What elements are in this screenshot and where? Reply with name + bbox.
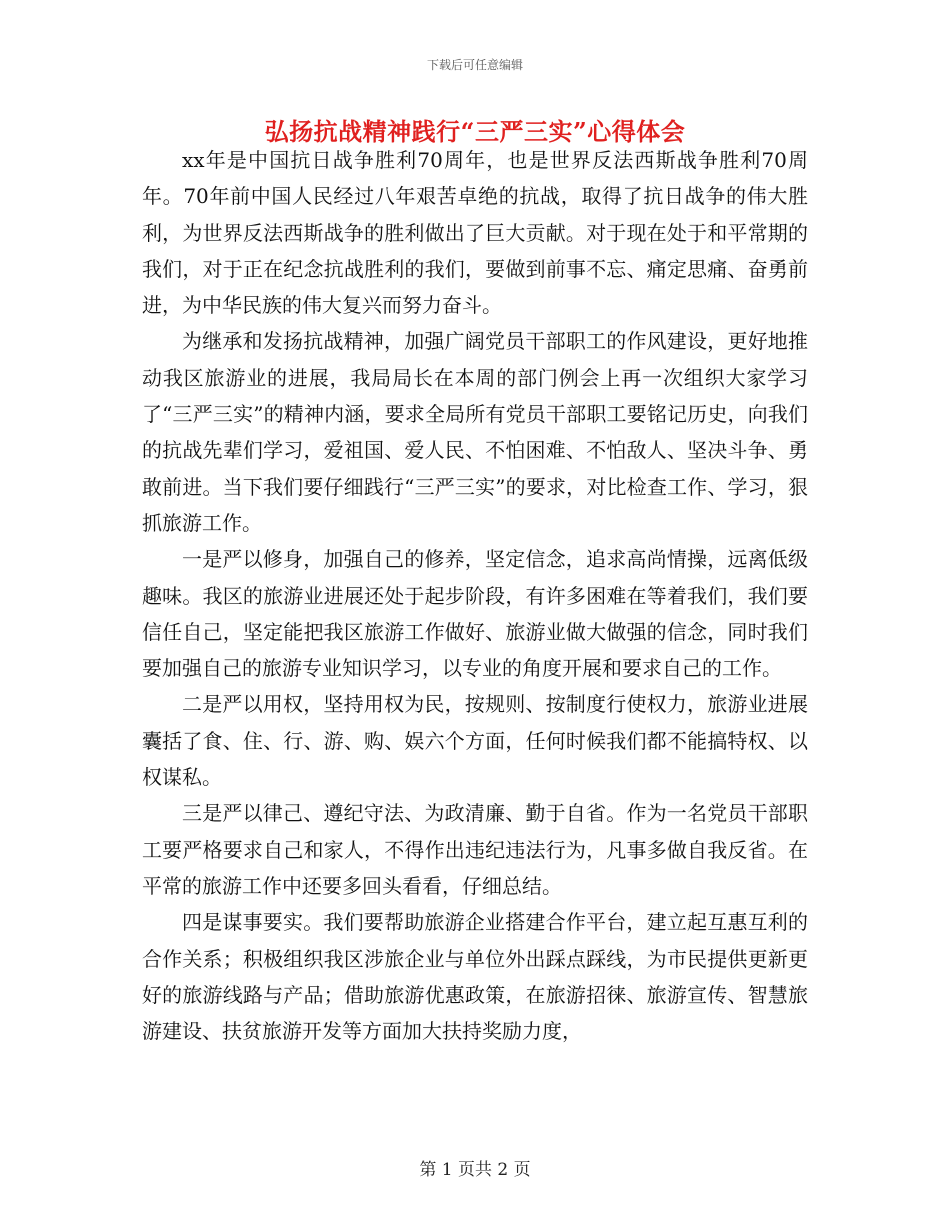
header-note: 下载后可任意编辑 [426,58,523,72]
paragraph-6: 四是谋事要实。我们要帮助旅游企业搭建合作平台，建立起互惠互利的合作关系；积极组织我区涉旅企业与单位外出踩点踩线，为市民提供更新更好的旅游线路与产品；借助旅游优惠政策，在旅游招徕、旅游宣传、智慧旅游建设、扶贫旅游开发等方面加大扶持奖励力度， [142,910,808,1044]
paragraph-4: 二是严以用权，坚持用权为民，按规则、按制度行使权力，旅游业进展囊括了食、住、行、游、购、娱六个方面，任何时候我们都不能搞特权、以权谋私。 [142,692,808,790]
paragraph-3: 一是严以修身，加强自己的修养，坚定信念，追求高尚情操，远离低级趣味。我区的旅游业进展还处于起步阶段，有许多困难在等着我们，我们要信任自己，坚定能把我区旅游工作做好、旅游业做大做强的信念，同时我们要加强自己的旅游专业知识学习，以专业的角度开展和要求自己的工作。 [142,547,808,681]
paragraph-5: 三是严以律己、遵纪守法、为政清廉、勤于自省。作为一名党员干部职工要严格要求自己和家人，不得作出违纪违法行为，凡事多做自我反省。在平常的旅游工作中还要多回头看看，仔细总结。 [142,801,808,898]
document-title: 弘扬抗战精神践行“三严三实”心得体会 [264,117,686,146]
paragraph-1: xx年是中国抗日战争胜利70周年，也是世界反法西斯战争胜利70周年。70年前中国人民经过八年艰苦卓绝的抗战，取得了抗日战争的伟大胜利，为世界反法西斯战争的胜利做出了巨大贡献。对于现在处于和平常期的我们，对于正在纪念抗战胜利的我们，要做到前事不忘、痛定思痛、奋勇前进，为中华民族的伟大复兴而努力奋斗。 [142,148,808,318]
document-body [142,142,808,1049]
page-number: 第 1 页共 2 页 [419,1160,531,1180]
paragraph-2: 为继承和发扬抗战精神，加强广阔党员干部职工的作风建设，更好地推动我区旅游业的进展，我局局长在本周的部门例会上再一次组织大家学习了“三严三实”的精神内涵，要求全局所有党员干部职工要铭记历史，向我们的抗战先辈们学习，爱祖国、爱人民、不怕困难、不怕敌人、坚决斗争、勇敢前进。当下我们要仔细践行“三严三实”的要求，对比检查工作、学习，狠抓旅游工作。 [142,329,808,535]
